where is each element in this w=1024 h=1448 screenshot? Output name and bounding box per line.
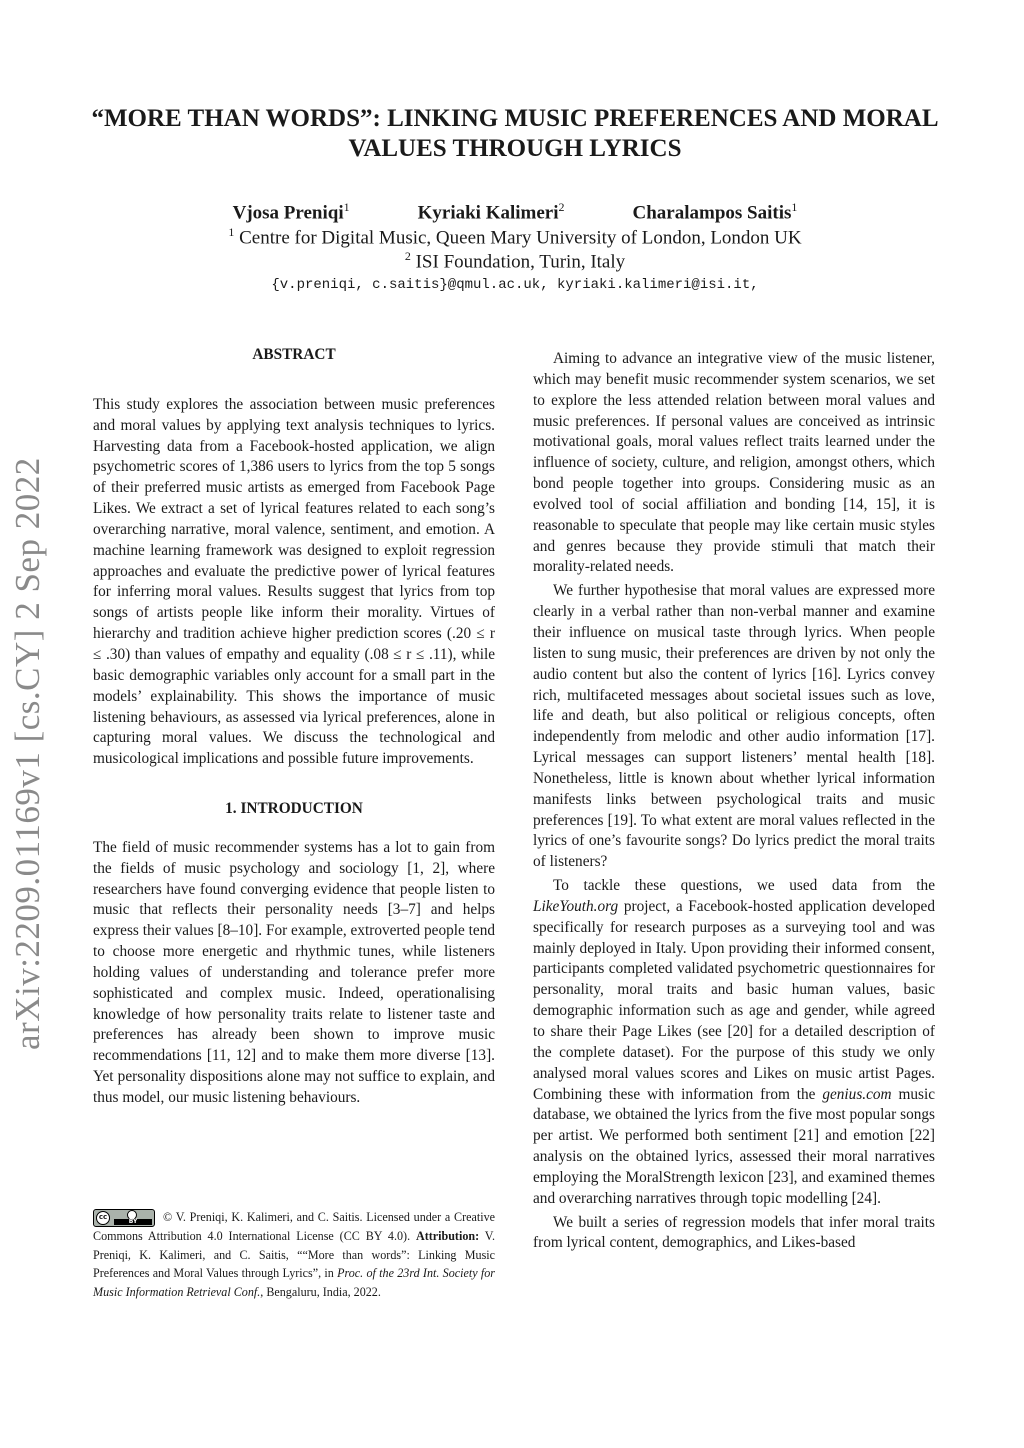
affiliation-1: $^1$ Centre for Digital Music, Queen Mary University of London, London UK (228, 225, 802, 249)
author-list (80, 200, 950, 224)
body-paragraph: To tackle these questions, we used data from the LikeYouth.org project, a Facebook-hosted application developed specifically for research purposes as a surveying tool and was mainly deployed in Italy. Upon providing their informed consent, participants completed validated psychometric questionnaires for personality, moral traits and basic human values, basic demographic information such as age and gender, while agreed to share their Page Likes (see [20] for a detailed description of the complete dataset). For the purpose of this study we only analysed moral values scores and Likes on music artist Pages. Combining these with information from the genius.com music database, we obtained the lyrics from the five most popular songs per artist. We performed both sentiment [21] and emotion [22] analysis on the obtained lyrics, assessed their moral narratives employing the MoralStrength lexicon [23], and examined themes and overarching narratives through topic modelling [24]. (533, 877, 935, 1207)
abstract-text: This study explores the association between music preferences and moral values by applying text analysis techniques to lyrics. Harvesting data from a Facebook-hosted application, we align psychometric scores of 1,386 users to lyrics from the top 5 songs of their preferred music artists as emerged from Facebook Page Likes. We extract a set of lyrical features related to each song’s overarching narrative, moral valence, sentiment, and emotion. A machine learning framework was designed to exploit regression approaches and evaluate the predictive power of lyrical features for inferring moral values. Results suggest that lyrics from top songs of artists people like inform their morality. Virtues of hierarchy and tradition achieve higher prediction scores (.20 ≤ r ≤ .30) than values of empathy and equality (.08 ≤ r ≤ .11), while basic demographic variables only account for a small part in the models’ explainability. This shows the importance of music listening behaviours, as assessed via lyrical preferences, alone in capturing moral values. We discuss the technological and musicological implications and possible future improvements. (93, 395, 495, 768)
title-line-2: VALUES THROUGH LYRICS (348, 135, 682, 162)
author: Charalampos Saitis$^1$ (632, 200, 798, 224)
right-column (533, 349, 935, 1254)
title-line-1: “MORE THAN WORDS”: LINKING MUSIC PREFERENCES AND MORAL (91, 105, 939, 132)
introduction-heading: 1. INTRODUCTION (225, 800, 363, 818)
author-emails: {v.preniqi, c.saitis}@qmul.ac.uk, kyriaki.kalimeri@isi.it, (271, 277, 759, 293)
author: Vjosa Preniqi$^1$ (232, 200, 350, 224)
body-paragraph: We built a series of regression models that infer moral traits from lyrical content, demographics, and Likes-based (533, 1213, 935, 1252)
left-column (93, 345, 495, 1109)
body-paragraph: Aiming to advance an integrative view of the music listener, which may benefit music recommender system scenarios, we set to explore the less attended relation between moral values and music preferences. If personal values are conceived as intrinsic motivational goals, moral values reflect traits learned under the influence of society, culture, and religion, amongst others, which bond people together into groups. Considering music as an evolved tool of social affiliation and bonding [14, 15], it is reasonable to speculate that people may like certain music styles and genres because they provide stimuli that match their morality-related needs. (533, 350, 935, 576)
license-footnote: cc BY © V. Preniqi, K. Kalimeri, and C. Saitis. Licensed under a Creative Commons Attribution 4.0 International License (CC BY 4.0). Attribution: V. Preniqi, K. Kalimeri, and C. Saitis, ““More than words”: Linking Music Preferences and Moral Values through Lyrics”, in Proc. of the 23rd Int. Society for Music Information Retrieval Conf., Bengaluru, India, 2022. (93, 1210, 495, 1299)
author: Kyriaki Kalimeri$^2$ (417, 200, 565, 224)
introduction-paragraph: The field of music recommender systems has a lot to gain from the fields of music psychology and sociology [1, 2], where researchers have found converging evidence that people listen to music that reflects their personality needs [3–7] and helps express their values [8–10]. For example, extroverted people tend to choose more energetic and rhythmic tunes, while listeners holding values of understanding and tolerance prefer more sophisticated and complex music. Indeed, operationalising knowledge of how personality traits relate to listener taste and preferences has already been shown to improve music recommendations [11, 12] and to make them more diverse [13]. Yet personality dispositions alone may not suffice to explain, and thus model, our music listening behaviours. (93, 838, 495, 1106)
abstract-heading: ABSTRACT (252, 346, 336, 363)
arxiv-identifier: arXiv:2209.01169v1 [cs.CY] 2 Sep 2022 (8, 457, 47, 1050)
cc-by-license-icon: cc BY (93, 1209, 155, 1227)
paper-title (80, 104, 950, 164)
affiliation-2: $^2$ ISI Foundation, Turin, Italy (404, 249, 626, 273)
body-paragraph: We further hypothesise that moral values are expressed more clearly in a verbal rather than non-verbal manner and examine their influence on musical taste through lyrics. When people listen to sung music, their preferences are driven by not only the audio content but also the content of lyrics [16]. Lyrics convey rich, multifaceted messages about societal issues such as love, life and death, but also political or religious concepts, often independently from melodic and other audio information [17]. Lyrical messages can support listeners’ mental health [18]. Nonetheless, little is known about whether lyrical information manifests links between psychological traits and music preferences [19]. To what extent are moral values reflected in the lyrics of one’s favourite songs? Do lyrics predict the moral traits of listeners? (533, 582, 935, 871)
